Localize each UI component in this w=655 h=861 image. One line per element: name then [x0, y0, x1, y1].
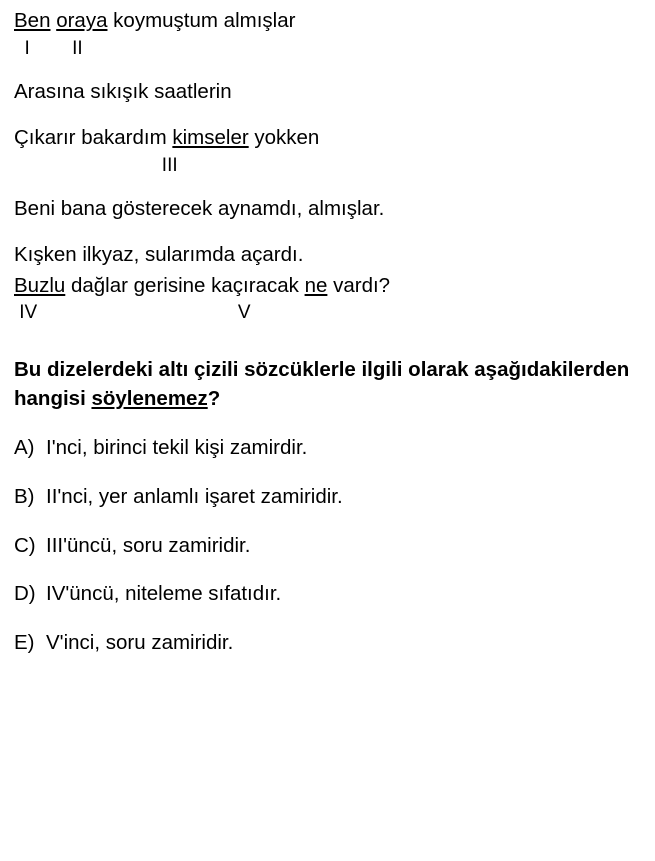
underlined-word-kimseler: kimseler: [172, 126, 249, 150]
poem-block: [0, 0, 655, 325]
poem-line-5: [14, 242, 641, 269]
poem-line-3: [14, 125, 641, 152]
choice-a-letter: A): [14, 436, 35, 460]
poem-line-2-text: Arasına sıkışık saatlerin: [14, 80, 232, 104]
poem-line-1: [14, 8, 641, 35]
poem-line-6-end: vardı?: [327, 273, 391, 297]
choice-c-letter: C): [14, 533, 36, 557]
choice-a-text: I'nci, birinci tekil kişi zamirdir.: [46, 436, 308, 460]
choice-b-letter: B): [14, 484, 35, 508]
underlined-word-ne: ne: [304, 273, 328, 297]
choice-a[interactable]: [14, 435, 641, 462]
underlined-word-buzlu: Buzlu: [14, 273, 66, 297]
choice-b-text: II'nci, yer anlamlı işaret zamiridir.: [46, 484, 343, 508]
choice-d-text: IV'üncü, niteleme sıfatıdır.: [46, 582, 282, 606]
poem-line-3-end: yokken: [248, 126, 320, 150]
poem-line-4: [14, 196, 641, 223]
poem-line-2: [14, 79, 641, 106]
poem-line-1-rest: koymuştum almışlar: [107, 9, 296, 32]
choice-e-text: V'inci, soru zamiridir.: [46, 630, 234, 654]
choice-c-text: III'üncü, soru zamiridir.: [46, 533, 251, 557]
choice-e[interactable]: [14, 630, 641, 657]
underlined-word-ben: Ben: [14, 9, 51, 32]
choice-c[interactable]: [14, 533, 641, 560]
marker-row-6: IV V: [14, 302, 251, 324]
question-prompt-after: ?: [207, 387, 221, 411]
poem-line-5-text: Kışken ilkyaz, sularımda açardı.: [14, 243, 304, 267]
poem-line-3-start: Çıkarır bakardım: [14, 126, 173, 150]
choice-b[interactable]: [14, 484, 641, 511]
poem-line-6-middle: dağlar gerisine kaçıracak: [65, 273, 305, 297]
underlined-word-oraya: oraya: [56, 9, 108, 32]
choice-e-letter: E): [14, 630, 35, 654]
choice-d-letter: D): [14, 582, 36, 606]
question-underlined-word: söylenemez: [91, 387, 208, 411]
choice-d[interactable]: [14, 581, 641, 608]
marker-row-3: III: [14, 154, 178, 176]
poem-line-6: [14, 273, 641, 300]
marker-row-1: I II: [14, 37, 83, 59]
question-prompt-before: Bu dizelerdeki altı çizili sözcüklerle ilgili olarak aşağıdakilerden hangisi: [14, 358, 630, 411]
question-prompt: [0, 355, 655, 413]
poem-line-4-text: Beni bana gösterecek aynamdı, almışlar.: [14, 197, 385, 221]
answer-choices: [0, 435, 655, 656]
